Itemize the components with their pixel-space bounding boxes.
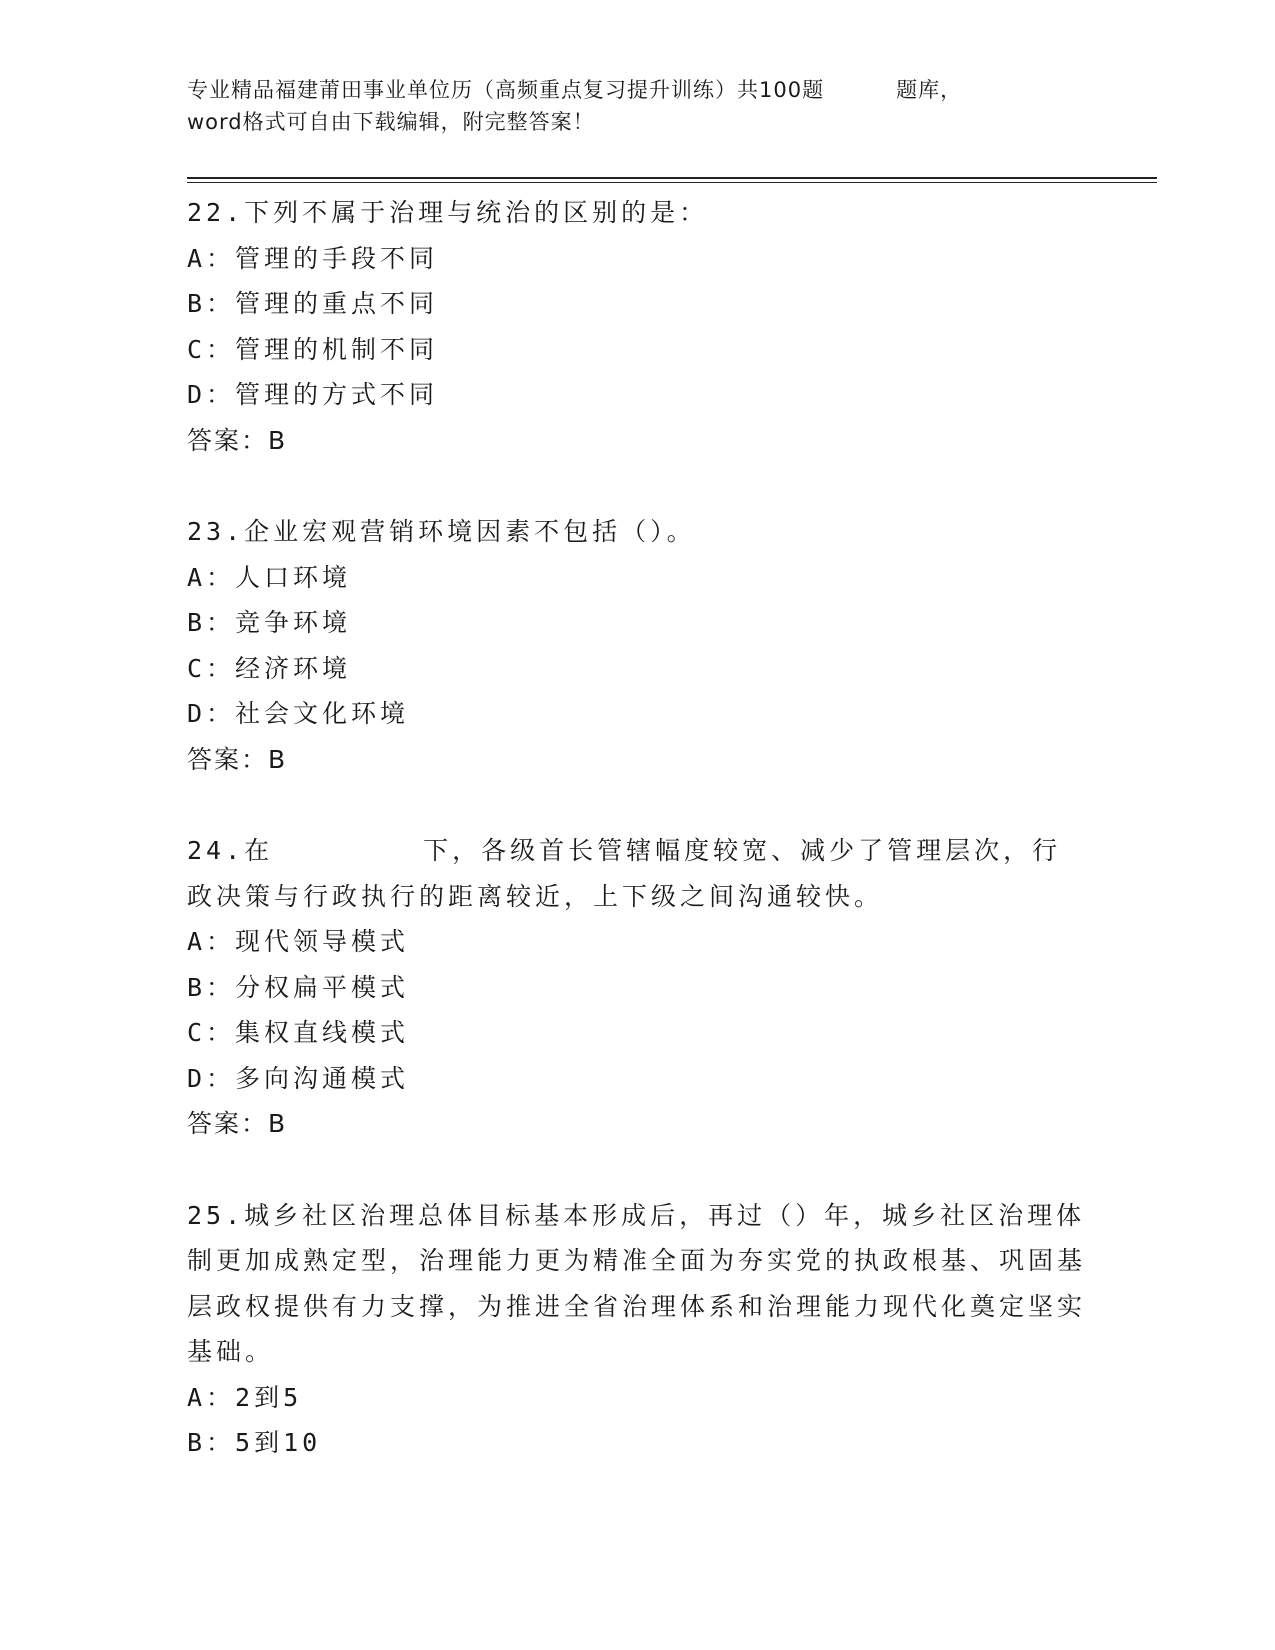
answer-label: 答案：B [187,425,288,455]
option-b: B：竞争环境 [187,608,352,637]
option-a: A：现代领导模式 [187,927,410,956]
question-22 [187,190,1087,463]
option-c: C：管理的机制不同 [187,334,439,364]
question-list [187,190,1087,1512]
answer-label: 答案：B [187,1109,288,1138]
option-d: D：多向沟通模式 [187,1063,410,1093]
header-title: 专业精品福建莆田事业单位历（高频重点复习提升训练）共100题 [187,78,825,102]
option-a: A：人口环境 [187,562,352,592]
question-stem: 22.下列不属于治理与统治的区别的是： [187,198,709,227]
answer-label: 答案：B [187,744,288,774]
option-a: A：2到5 [187,1382,303,1412]
option-b: B：管理的重点不同 [187,289,439,318]
option-c: C：集权直线模式 [187,1018,410,1047]
option-b: B：分权扁平模式 [187,972,410,1002]
question-stem: 25.城乡社区治理总体目标基本形成后，再过（）年，城乡社区治理体制更加成熟定型，治理能力更为精准全面为夯实党的执政根基、巩固基层政权提供有力支撑，为推进全省治理体系和治理能力现代化奠定坚实基础。 [187,1200,1087,1366]
question-25 [187,1193,1087,1466]
option-b: B：5到10 [187,1428,322,1457]
question-stem: 23.企业宏观营销环境因素不包括（）。 [187,517,696,546]
question-23 [187,509,1087,782]
header-rule-thin [187,182,1157,183]
option-a: A：管理的手段不同 [187,243,439,273]
question-24 [187,828,1087,1147]
header-subtitle: word格式可自由下载编辑，附完整答案！ [187,110,595,134]
option-d: D：管理的方式不同 [187,380,439,409]
question-stem-end: 下，各级首长管辖幅度较宽、减少了管理层次，行政决策与行政执行的距离较近，上下级之间沟通较快。 [187,836,1062,911]
question-stem-start: 24.在 [187,836,274,865]
header-title-suffix: 题库， [896,78,963,102]
document-header [187,74,1087,138]
header-line-1 [187,74,1087,106]
option-c: C：经济环境 [187,653,352,683]
option-d: D：社会文化环境 [187,699,410,728]
question-stem [187,828,1087,919]
header-rule-thick [187,177,1157,179]
